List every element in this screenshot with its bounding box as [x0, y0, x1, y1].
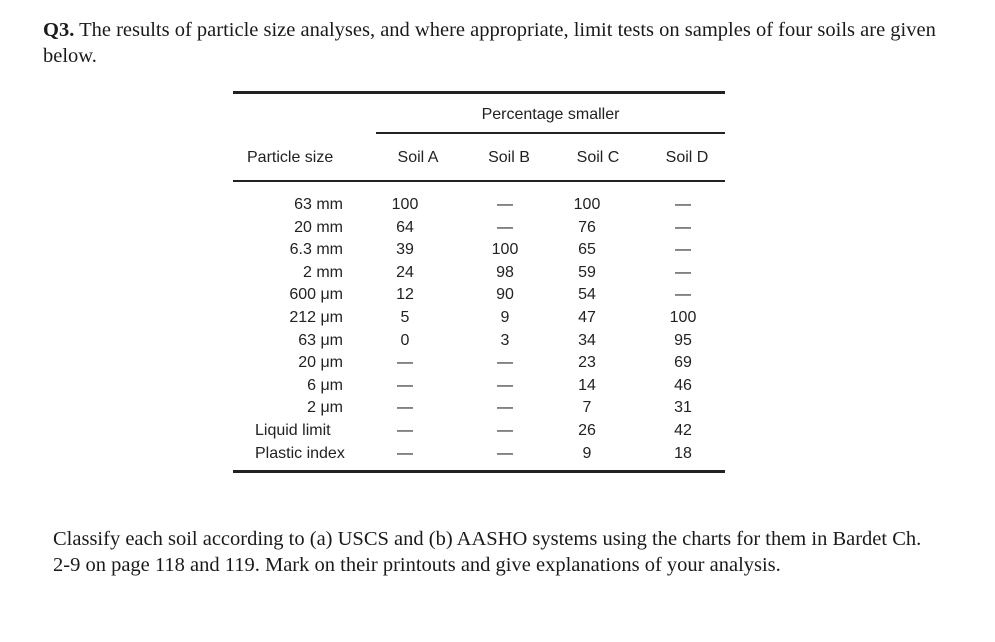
table-row	[233, 217, 725, 240]
particle-size-cell: 6 μm	[307, 376, 343, 394]
soil-a-cell: 12	[396, 286, 414, 304]
particle-size-cell: 600 μm	[289, 286, 343, 304]
header-rule	[233, 180, 725, 182]
soil-b-cell: —	[497, 421, 513, 439]
particle-size-cell: 212 μm	[289, 308, 343, 326]
table-row	[233, 262, 725, 285]
soil-a-cell: 64	[396, 218, 414, 236]
soil-b-cell: —	[497, 376, 513, 394]
soil-d-cell: —	[675, 263, 691, 281]
soil-d-cell: 95	[674, 331, 692, 349]
table-body	[233, 194, 725, 465]
soil-a-cell: 39	[396, 241, 414, 259]
soil-b-cell: 90	[496, 286, 514, 304]
table-bottom-rule	[233, 470, 725, 473]
header-soil-b: Soil B	[488, 149, 530, 166]
soil-a-cell: —	[397, 421, 413, 439]
table-row	[233, 239, 725, 262]
soil-a-cell: —	[397, 399, 413, 417]
soil-a-cell: —	[397, 376, 413, 394]
particle-size-cell: 20 μm	[298, 354, 343, 372]
table-row	[233, 397, 725, 420]
table-row	[233, 352, 725, 375]
percentage-smaller-header: Percentage smaller	[481, 106, 620, 123]
table-row	[233, 307, 725, 330]
particle-size-cell: 2 μm	[307, 399, 343, 417]
soil-a-cell: 100	[391, 196, 419, 213]
table-top-rule	[233, 91, 725, 94]
soil-b-cell: —	[497, 444, 513, 462]
soil-b-cell: 100	[491, 241, 519, 259]
soil-c-cell: 7	[582, 399, 592, 417]
soil-d-cell: —	[675, 241, 691, 259]
table-row	[233, 375, 725, 398]
soil-d-cell: —	[675, 218, 691, 236]
question-prompt	[43, 17, 943, 69]
soil-d-cell: 42	[674, 421, 692, 439]
soil-d-cell: —	[675, 286, 691, 304]
soil-b-cell: —	[497, 399, 513, 417]
soil-c-cell: 76	[578, 218, 596, 236]
particle-size-table	[233, 91, 725, 474]
instructions-text: Classify each soil according to (a) USCS and (b) AASHO systems using the charts for them in Bardet Ch. 2-9 on page 118 and 119. Mark on their printouts and give explanations of your analysis.	[53, 528, 922, 576]
soil-c-cell: 100	[573, 196, 601, 213]
soil-b-cell: 98	[496, 263, 514, 281]
particle-size-cell: 6.3 mm	[289, 241, 343, 259]
header-soil-d: Soil D	[665, 149, 709, 166]
soil-c-cell: 59	[578, 263, 596, 281]
table-row	[233, 330, 725, 353]
particle-size-cell: 63 mm	[294, 196, 343, 213]
soil-b-cell: —	[497, 218, 513, 236]
table-row	[233, 194, 725, 217]
header-soil-c: Soil C	[576, 149, 620, 166]
particle-size-cell: Liquid limit	[255, 421, 331, 439]
soil-b-cell: —	[497, 196, 513, 213]
particle-size-cell: 20 mm	[294, 218, 343, 236]
particle-size-cell: Plastic index	[255, 444, 345, 462]
soil-d-cell: 31	[674, 399, 692, 417]
soil-a-cell: —	[397, 354, 413, 372]
soil-a-cell: 5	[400, 308, 410, 326]
particle-size-cell: 63 μm	[298, 331, 343, 349]
soil-c-cell: 65	[578, 241, 596, 259]
soil-c-cell: 54	[578, 286, 596, 304]
table-row	[233, 420, 725, 443]
soil-d-cell: 69	[674, 354, 692, 372]
table-row	[233, 443, 725, 466]
question-text: The results of particle size analyses, and where appropriate, limit tests on samples of four soils are given below.	[43, 19, 936, 67]
soil-b-cell: —	[497, 354, 513, 372]
soil-a-cell: —	[397, 444, 413, 462]
soil-a-cell: 24	[396, 263, 414, 281]
soil-c-cell: 9	[582, 444, 592, 462]
soil-c-cell: 34	[578, 331, 596, 349]
soil-c-cell: 23	[578, 354, 596, 372]
header-particle-size: Particle size	[247, 149, 334, 166]
soil-d-cell: 46	[674, 376, 692, 394]
soil-c-cell: 14	[578, 376, 596, 394]
soil-b-cell: 9	[500, 308, 510, 326]
span-header-rule	[376, 132, 725, 134]
soil-d-cell: 18	[674, 444, 692, 462]
soil-c-cell: 26	[578, 421, 596, 439]
table-row	[233, 284, 725, 307]
header-soil-a: Soil A	[397, 149, 439, 166]
soil-d-cell: —	[675, 196, 691, 213]
soil-d-cell: 100	[669, 308, 697, 326]
soil-c-cell: 47	[578, 308, 596, 326]
particle-size-cell: 2 mm	[303, 263, 343, 281]
question-number: Q3.	[43, 19, 75, 41]
soil-b-cell: 3	[500, 331, 510, 349]
soil-a-cell: 0	[400, 331, 410, 349]
